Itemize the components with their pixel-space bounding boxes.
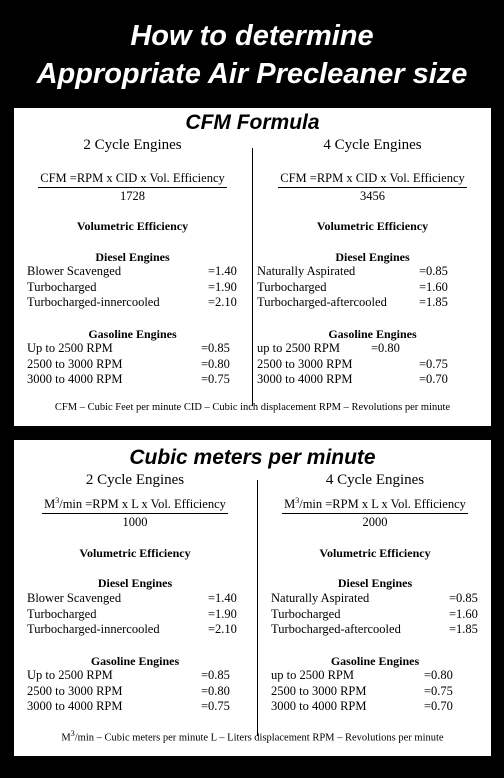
formula-numerator: [282, 496, 468, 514]
item-label: Turbocharged: [257, 280, 327, 294]
item-value: =0.85: [201, 668, 230, 682]
item-label: 2500 to 3000 RPM: [27, 357, 123, 371]
item-label: 2500 to 3000 RPM: [257, 357, 353, 371]
list-item: [27, 372, 230, 387]
list-item: [257, 280, 448, 295]
diesel-engines-label: Diesel Engines: [337, 576, 413, 590]
cfm-2cycle-column: [14, 108, 251, 426]
item-value: =1.60: [419, 280, 448, 294]
cmm-heading: Cubic meters per minute: [129, 446, 376, 469]
item-label: 2500 to 3000 RPM: [27, 684, 123, 698]
item-value: =1.90: [208, 607, 237, 621]
list-item: [271, 607, 478, 622]
item-value: =0.75: [201, 372, 230, 386]
gasoline-engines-label: Gasoline Engines: [88, 327, 177, 341]
list-item: [257, 264, 448, 279]
list-item: [27, 295, 237, 310]
cmm-4cycle-column: [259, 440, 491, 756]
list-item: [27, 668, 230, 683]
abbreviation-footnote: CFM – Cubic Feet per minute CID – Cubic inch displacement RPM – Revolutions per minute: [54, 402, 451, 413]
formula-denominator: 1728: [120, 189, 145, 203]
formula-numerator: [42, 496, 228, 514]
item-label: Blower Scavenged: [27, 591, 122, 605]
item-value: =2.10: [208, 622, 237, 636]
item-value: =1.90: [208, 280, 237, 294]
item-value: =1.40: [208, 264, 237, 278]
list-item: [257, 295, 448, 310]
formula-denominator: 3456: [360, 189, 385, 203]
column-header: 2 Cycle Engines: [85, 472, 185, 488]
item-value: =1.85: [449, 622, 478, 636]
item-value: =0.70: [419, 372, 448, 386]
volumetric-efficiency-label: Volumetric Efficiency: [316, 219, 429, 233]
item-label: 3000 to 4000 RPM: [27, 372, 123, 386]
item-label: Up to 2500 RPM: [27, 341, 113, 355]
list-item: [257, 341, 400, 356]
list-item: [27, 264, 237, 279]
cmm-formula: [14, 496, 256, 530]
formula-text: /min =RPM x L x Vol. Efficiency: [59, 497, 226, 512]
cmm-panel: [14, 440, 491, 756]
footnote-unit: M: [61, 732, 71, 744]
item-label: Naturally Aspirated: [271, 591, 370, 605]
item-value: =0.80: [424, 668, 453, 682]
volumetric-efficiency-label: Volumetric Efficiency: [319, 546, 431, 560]
item-value: =1.85: [419, 295, 448, 309]
formula-text: /min =RPM x L x Vol. Efficiency: [299, 497, 466, 512]
footnote-exponent: 3: [70, 729, 75, 738]
list-item: [27, 607, 237, 622]
list-item: [271, 699, 453, 714]
cfm-panel: [14, 108, 491, 426]
gasoline-engines-label: Gasoline Engines: [330, 654, 420, 668]
item-label: Blower Scavenged: [27, 264, 122, 278]
item-value: =0.85: [201, 341, 230, 355]
item-label: 3000 to 4000 RPM: [27, 699, 123, 713]
cfm-formula: [14, 171, 251, 204]
list-item: [27, 357, 230, 372]
item-label: Up to 2500 RPM: [27, 668, 113, 682]
item-label: 3000 to 4000 RPM: [271, 699, 367, 713]
item-label: Naturally Aspirated: [257, 264, 356, 278]
item-label: Turbocharged-aftercooled: [271, 622, 401, 636]
diesel-engines-label: Diesel Engines: [95, 250, 170, 264]
list-item: [27, 699, 230, 714]
item-label: up to 2500 RPM: [271, 668, 355, 682]
list-item: [257, 357, 448, 372]
item-value: =0.70: [424, 699, 453, 713]
gasoline-engines-label: Gasoline Engines: [328, 327, 417, 341]
item-value: =0.80: [371, 341, 400, 355]
item-value: =0.85: [449, 591, 478, 605]
item-value: =0.75: [424, 684, 453, 698]
diesel-engines-label: Diesel Engines: [97, 576, 173, 590]
footnote-text: /min – Cubic meters per minute L – Liters displacement RPM – Revolutions per minute: [74, 732, 444, 744]
abbreviation-footnote: [14, 729, 491, 744]
formula-numerator: CFM =RPM x CID x Vol. Efficiency: [278, 171, 467, 188]
diesel-engines-label: Diesel Engines: [335, 250, 410, 264]
column-header: 4 Cycle Engines: [325, 472, 425, 488]
list-item: [27, 341, 230, 356]
list-item: [27, 591, 237, 606]
item-label: Turbocharged-aftercooled: [257, 295, 387, 309]
formula-exponent: 3: [295, 496, 300, 505]
volumetric-efficiency-label: Volumetric Efficiency: [76, 219, 189, 233]
list-item: [271, 684, 453, 699]
item-label: Turbocharged: [27, 607, 97, 621]
gasoline-engines-label: Gasoline Engines: [90, 654, 180, 668]
column-divider: [252, 148, 253, 406]
item-value: =0.75: [201, 699, 230, 713]
column-header: 4 Cycle Engines: [323, 137, 422, 153]
cmm-formula: [259, 496, 491, 530]
list-item: [27, 622, 237, 637]
item-value: =0.80: [201, 684, 230, 698]
list-item: [271, 591, 478, 606]
item-label: 2500 to 3000 RPM: [271, 684, 367, 698]
formula-exponent: 3: [55, 496, 60, 505]
list-item: [257, 372, 448, 387]
item-label: Turbocharged-innercooled: [27, 295, 160, 309]
formula-unit: M: [284, 497, 296, 512]
item-label: Turbocharged: [271, 607, 341, 621]
item-label: Turbocharged: [27, 280, 97, 294]
item-value: =0.85: [419, 264, 448, 278]
list-item: [27, 280, 237, 295]
cfm-formula: [254, 171, 491, 204]
list-item: [271, 668, 453, 683]
item-value: =1.60: [449, 607, 478, 621]
item-value: =2.10: [208, 295, 237, 309]
item-value: =0.80: [201, 357, 230, 371]
item-label: Turbocharged-innercooled: [27, 622, 160, 636]
formula-denominator: 2000: [362, 515, 388, 530]
item-label: up to 2500 RPM: [257, 341, 341, 355]
cfm-heading: CFM Formula: [185, 111, 320, 134]
page-title-line2: Appropriate Air Precleaner size: [36, 58, 468, 90]
column-header: 2 Cycle Engines: [83, 137, 182, 153]
list-item: [271, 622, 478, 637]
formula-denominator: 1000: [122, 515, 148, 530]
item-label: 3000 to 4000 RPM: [257, 372, 353, 386]
item-value: =1.40: [208, 591, 237, 605]
column-divider: [257, 480, 258, 736]
volumetric-efficiency-label: Volumetric Efficiency: [79, 546, 191, 560]
page-title-line1: How to determine: [130, 20, 374, 52]
formula-unit: M: [44, 497, 56, 512]
cmm-2cycle-column: [14, 440, 256, 756]
cfm-4cycle-column: [254, 108, 491, 426]
list-item: [27, 684, 230, 699]
formula-numerator: CFM =RPM x CID x Vol. Efficiency: [38, 171, 227, 188]
item-value: =0.75: [419, 357, 448, 371]
